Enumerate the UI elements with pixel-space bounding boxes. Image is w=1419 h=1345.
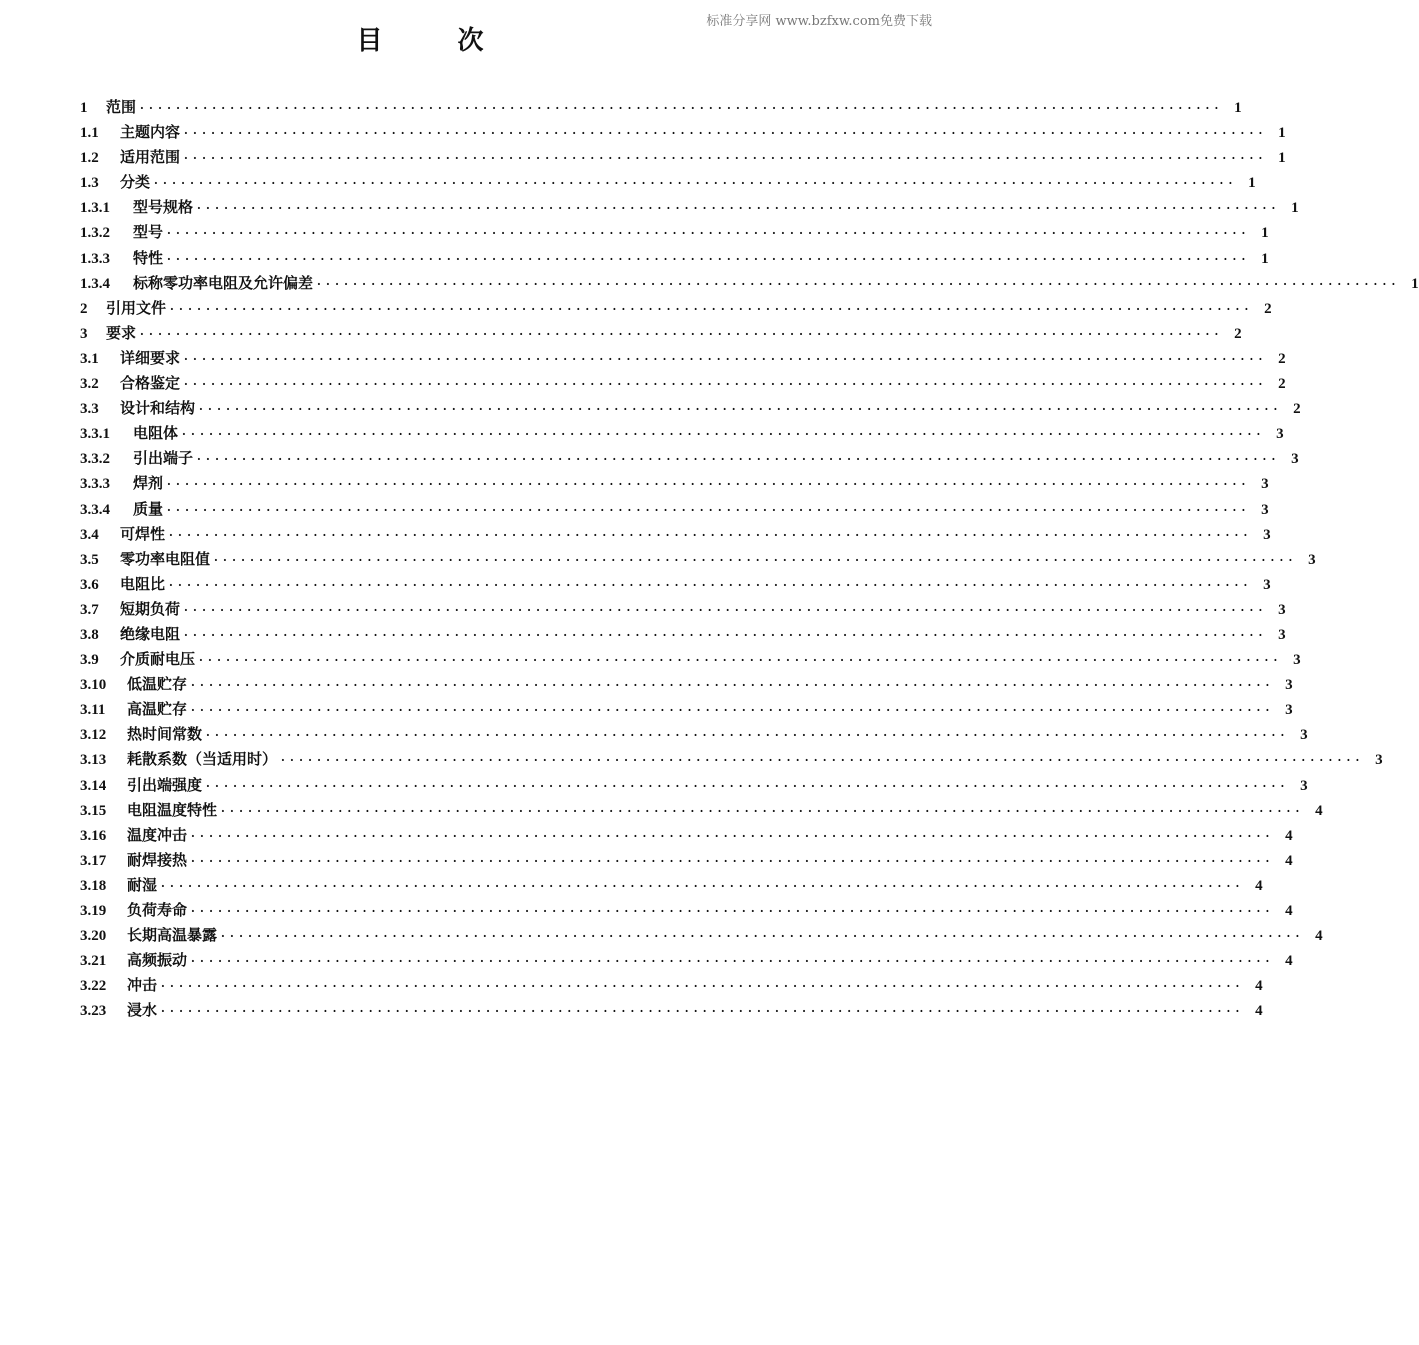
toc-entry[interactable] bbox=[80, 949, 1293, 974]
toc-leader-dots: ························································································································ bbox=[184, 152, 1268, 166]
toc-entry-number: 1.1 bbox=[80, 125, 99, 142]
toc-entry-label: 可焊性 bbox=[120, 524, 166, 543]
toc-entry-number: 3.3.2 bbox=[80, 451, 110, 468]
toc-entry-label: 型号 bbox=[133, 223, 164, 242]
toc-leader-dots: ························································································································ bbox=[317, 277, 1401, 291]
toc-entry-page: 3 bbox=[1263, 576, 1271, 593]
toc-entry-label: 浸水 bbox=[127, 1001, 158, 1020]
toc-entry-number: 1 bbox=[80, 100, 88, 116]
toc-leader-dots: ························································································································ bbox=[161, 1005, 1245, 1019]
toc-entry-number: 1.2 bbox=[80, 150, 99, 167]
toc-entry-label: 零功率电阻值 bbox=[120, 549, 211, 568]
toc-entry-label: 长期高温暴露 bbox=[127, 926, 218, 945]
toc-entry-label: 短期负荷 bbox=[120, 599, 181, 618]
toc-leader-dots: ························································································································ bbox=[161, 879, 1245, 893]
toc-leader-dots: ························································································································ bbox=[167, 503, 1251, 517]
toc-entry-number: 3.3.3 bbox=[80, 476, 110, 493]
toc-entry-page: 1 bbox=[1248, 175, 1256, 192]
toc-entry-number: 3.13 bbox=[80, 752, 107, 769]
toc-leader-dots: ························································································································ bbox=[161, 980, 1245, 994]
toc-entry-page: 3 bbox=[1261, 476, 1269, 493]
toc-entry-label: 冲击 bbox=[127, 976, 158, 995]
toc-leader-dots: ························································································································ bbox=[184, 352, 1268, 366]
toc-entry[interactable] bbox=[80, 824, 1293, 849]
toc-entry-number: 3.12 bbox=[80, 727, 107, 744]
table-of-contents bbox=[80, 96, 1419, 1024]
toc-entry-label: 合格鉴定 bbox=[120, 374, 181, 393]
toc-entry[interactable] bbox=[80, 999, 1263, 1024]
toc-entry-page: 4 bbox=[1285, 953, 1293, 970]
toc-entry-label: 适用范围 bbox=[120, 148, 181, 167]
toc-entry-number: 3.11 bbox=[80, 702, 106, 719]
toc-entry-number: 3 bbox=[80, 325, 88, 342]
toc-entry-number: 3.3.1 bbox=[80, 426, 110, 443]
toc-entry[interactable] bbox=[80, 623, 1286, 648]
toc-entry-page: 2 bbox=[1278, 376, 1286, 393]
toc-entry-page: 3 bbox=[1285, 677, 1293, 694]
toc-leader-dots: ························································································································ bbox=[154, 177, 1238, 191]
toc-entry-label: 热时间常数 bbox=[127, 725, 203, 744]
toc-entry-label: 特性 bbox=[133, 248, 164, 267]
toc-entry-number: 3.5 bbox=[80, 551, 99, 568]
toc-entry-label: 引出端强度 bbox=[127, 775, 203, 794]
toc-leader-dots: ························································································································ bbox=[169, 578, 1253, 592]
toc-entry-page: 1 bbox=[1261, 225, 1269, 242]
toc-entry-label: 高频振动 bbox=[127, 951, 188, 970]
toc-leader-dots: ························································································································ bbox=[191, 955, 1275, 969]
toc-entry[interactable] bbox=[80, 372, 1286, 397]
toc-entry[interactable] bbox=[80, 974, 1263, 999]
toc-entry[interactable] bbox=[80, 498, 1269, 523]
toc-entry-number: 3.22 bbox=[80, 978, 107, 995]
toc-entry-label: 耐湿 bbox=[127, 875, 158, 894]
toc-entry-label: 标称零功率电阻及允许偏差 bbox=[133, 273, 314, 292]
toc-entry[interactable] bbox=[80, 673, 1293, 698]
toc-entry-number: 3.14 bbox=[80, 777, 107, 794]
toc-entry-number: 3.8 bbox=[80, 626, 99, 643]
toc-entry[interactable] bbox=[80, 472, 1269, 497]
toc-entry-label: 电阻体 bbox=[133, 424, 179, 443]
toc-leader-dots: ························································································································ bbox=[214, 553, 1298, 567]
toc-leader-dots: ························································································································ bbox=[184, 628, 1268, 642]
toc-entry[interactable] bbox=[80, 799, 1323, 824]
toc-entry[interactable] bbox=[80, 874, 1263, 899]
toc-entry-page: 2 bbox=[1293, 401, 1301, 418]
toc-leader-dots: ························································································································ bbox=[199, 403, 1283, 417]
toc-entry-label: 电阻比 bbox=[120, 574, 166, 593]
toc-leader-dots: ························································································································ bbox=[167, 227, 1251, 241]
toc-entry-page: 2 bbox=[1234, 325, 1242, 342]
toc-entry[interactable] bbox=[80, 774, 1308, 799]
toc-leader-dots: ························································································································ bbox=[184, 127, 1268, 141]
toc-entry-label: 详细要求 bbox=[120, 348, 181, 367]
toc-entry-number: 3.16 bbox=[80, 827, 107, 844]
toc-entry-label: 范围 bbox=[106, 98, 137, 116]
toc-entry-number: 3.7 bbox=[80, 601, 99, 618]
toc-entry-page: 3 bbox=[1276, 426, 1284, 443]
toc-entry-label: 分类 bbox=[120, 173, 151, 192]
toc-leader-dots: ························································································································ bbox=[191, 679, 1275, 693]
toc-entry-label: 耗散系数（当适用时） bbox=[127, 750, 278, 769]
toc-entry-page: 3 bbox=[1278, 601, 1286, 618]
toc-leader-dots: ························································································································ bbox=[191, 829, 1275, 843]
toc-entry-number: 3.3.4 bbox=[80, 501, 110, 518]
toc-leader-dots: ························································································································ bbox=[206, 779, 1290, 793]
toc-entry[interactable] bbox=[80, 548, 1316, 573]
page-title bbox=[0, 20, 840, 57]
toc-entry-page: 3 bbox=[1300, 727, 1308, 744]
toc-entry-page: 1 bbox=[1261, 250, 1269, 267]
toc-leader-dots: ························································································································ bbox=[191, 704, 1275, 718]
toc-entry-number: 3.6 bbox=[80, 576, 99, 593]
toc-entry-number: 3.23 bbox=[80, 1003, 107, 1020]
toc-entry-label: 低温贮存 bbox=[127, 675, 188, 694]
toc-entry[interactable] bbox=[80, 297, 1272, 322]
toc-leader-dots: ························································································································ bbox=[140, 327, 1224, 341]
toc-entry-label: 主题内容 bbox=[120, 123, 181, 142]
toc-entry[interactable] bbox=[80, 648, 1301, 673]
toc-entry-page: 4 bbox=[1285, 827, 1293, 844]
toc-entry-page: 3 bbox=[1285, 702, 1293, 719]
toc-entry-number: 2 bbox=[80, 300, 88, 317]
toc-entry[interactable] bbox=[80, 221, 1269, 246]
toc-entry[interactable] bbox=[80, 146, 1286, 171]
toc-entry[interactable] bbox=[80, 924, 1323, 949]
toc-entry-label: 设计和结构 bbox=[120, 399, 196, 418]
toc-entry-page: 1 bbox=[1278, 125, 1286, 142]
toc-entry[interactable] bbox=[80, 322, 1242, 347]
toc-entry[interactable] bbox=[80, 573, 1271, 598]
toc-leader-dots: ························································································································ bbox=[184, 603, 1268, 617]
toc-leader-dots: ························································································································ bbox=[191, 905, 1275, 918]
toc-entry[interactable] bbox=[80, 849, 1293, 874]
toc-entry-label: 型号规格 bbox=[133, 198, 194, 217]
toc-entry-page: 1 bbox=[1291, 200, 1299, 217]
toc-entry[interactable] bbox=[80, 899, 1293, 924]
toc-leader-dots: ························································································································ bbox=[206, 729, 1290, 743]
toc-entry[interactable] bbox=[80, 96, 1242, 121]
toc-entry[interactable] bbox=[80, 347, 1286, 372]
toc-entry[interactable] bbox=[80, 171, 1256, 196]
toc-entry-number: 3.1 bbox=[80, 350, 99, 367]
toc-entry[interactable] bbox=[80, 121, 1286, 146]
toc-entry-page: 2 bbox=[1278, 350, 1286, 367]
toc-entry-number: 1.3 bbox=[80, 175, 99, 192]
toc-entry-page: 1 bbox=[1278, 150, 1286, 167]
toc-entry-number: 3.19 bbox=[80, 903, 107, 919]
toc-entry-page: 4 bbox=[1255, 877, 1263, 894]
toc-entry-page: 4 bbox=[1285, 903, 1293, 919]
toc-entry[interactable] bbox=[80, 723, 1308, 748]
toc-entry-page: 3 bbox=[1261, 501, 1269, 518]
toc-entry-label: 焊剂 bbox=[133, 474, 164, 493]
toc-entry-label: 温度冲击 bbox=[127, 825, 188, 844]
toc-entry[interactable] bbox=[80, 196, 1299, 221]
toc-leader-dots: ························································································································ bbox=[221, 804, 1305, 818]
toc-leader-dots: ························································································································ bbox=[169, 528, 1253, 542]
toc-entry-page: 4 bbox=[1285, 852, 1293, 869]
toc-leader-dots: ························································································································ bbox=[182, 428, 1266, 442]
toc-leader-dots: ························································································································ bbox=[167, 252, 1251, 266]
toc-entry-number: 3.4 bbox=[80, 526, 99, 543]
toc-entry-label: 要求 bbox=[106, 323, 137, 342]
toc-entry[interactable] bbox=[80, 748, 1383, 773]
toc-entry-number: 1.3.1 bbox=[80, 200, 110, 217]
toc-entry[interactable] bbox=[80, 422, 1284, 447]
toc-entry[interactable] bbox=[80, 397, 1301, 422]
watermark-text: 标准分享网 www.bzfxw.com免费下载 bbox=[706, 14, 932, 29]
toc-entry-label: 介质耐电压 bbox=[120, 650, 196, 669]
toc-entry-label: 质量 bbox=[133, 499, 164, 518]
toc-entry[interactable] bbox=[80, 247, 1269, 272]
toc-entry-label: 引用文件 bbox=[106, 298, 167, 317]
toc-entry-number: 3.15 bbox=[80, 802, 107, 819]
toc-entry-number: 1.3.2 bbox=[80, 225, 110, 242]
toc-leader-dots: ························································································································ bbox=[140, 102, 1224, 115]
toc-entry-page: 2 bbox=[1264, 300, 1272, 317]
toc-leader-dots: ························································································································ bbox=[170, 302, 1254, 316]
toc-entry-page: 4 bbox=[1255, 978, 1263, 995]
toc-entry-page: 3 bbox=[1278, 626, 1286, 643]
toc-entry-number: 1.3.3 bbox=[80, 250, 110, 267]
toc-entry-number: 3.18 bbox=[80, 877, 107, 894]
toc-entry-number: 3.20 bbox=[80, 928, 107, 945]
toc-entry-label: 引出端子 bbox=[133, 449, 194, 468]
toc-entry-label: 耐焊接热 bbox=[127, 850, 188, 869]
toc-entry-page: 1 bbox=[1234, 100, 1242, 116]
toc-entry-number: 3.21 bbox=[80, 953, 107, 970]
toc-leader-dots: ························································································································ bbox=[199, 654, 1283, 668]
title-char-left: 目 bbox=[356, 26, 383, 56]
toc-entry-page: 3 bbox=[1291, 451, 1299, 468]
toc-leader-dots: ························································································································ bbox=[197, 202, 1281, 216]
toc-entry-number: 3.3 bbox=[80, 401, 99, 418]
toc-entry[interactable] bbox=[80, 698, 1293, 723]
toc-entry-page: 3 bbox=[1375, 752, 1383, 769]
toc-leader-dots: ························································································································ bbox=[221, 930, 1305, 944]
toc-entry-number: 3.2 bbox=[80, 376, 99, 393]
toc-entry[interactable] bbox=[80, 447, 1299, 472]
toc-entry[interactable] bbox=[80, 272, 1419, 297]
toc-entry-number: 1.3.4 bbox=[80, 275, 110, 292]
toc-entry-page: 3 bbox=[1300, 777, 1308, 794]
toc-entry-page: 3 bbox=[1263, 526, 1271, 543]
toc-entry-label: 电阻温度特性 bbox=[127, 800, 218, 819]
toc-entry-number: 3.10 bbox=[80, 677, 107, 694]
toc-entry-page: 4 bbox=[1255, 1003, 1263, 1020]
toc-leader-dots: ························································································································ bbox=[167, 478, 1251, 492]
toc-entry-page: 4 bbox=[1315, 928, 1323, 945]
toc-entry-number: 3.9 bbox=[80, 652, 99, 669]
toc-entry-number: 3.17 bbox=[80, 852, 107, 869]
toc-entry[interactable] bbox=[80, 523, 1271, 548]
toc-leader-dots: ························································································································ bbox=[191, 854, 1275, 868]
toc-entry-page: 3 bbox=[1293, 652, 1301, 669]
toc-leader-dots: ························································································································ bbox=[197, 453, 1281, 467]
toc-entry[interactable] bbox=[80, 598, 1286, 623]
toc-entry-page: 3 bbox=[1308, 551, 1316, 568]
toc-entry-label: 高温贮存 bbox=[127, 700, 188, 719]
toc-leader-dots: ························································································································ bbox=[184, 378, 1268, 392]
toc-leader-dots: ························································································································ bbox=[281, 754, 1365, 768]
title-char-right: 次 bbox=[457, 26, 484, 56]
toc-entry-page: 4 bbox=[1315, 802, 1323, 819]
toc-entry-page: 1 bbox=[1411, 275, 1419, 292]
toc-entry-label: 绝缘电阻 bbox=[120, 624, 181, 643]
toc-entry-label: 负荷寿命 bbox=[127, 901, 188, 919]
